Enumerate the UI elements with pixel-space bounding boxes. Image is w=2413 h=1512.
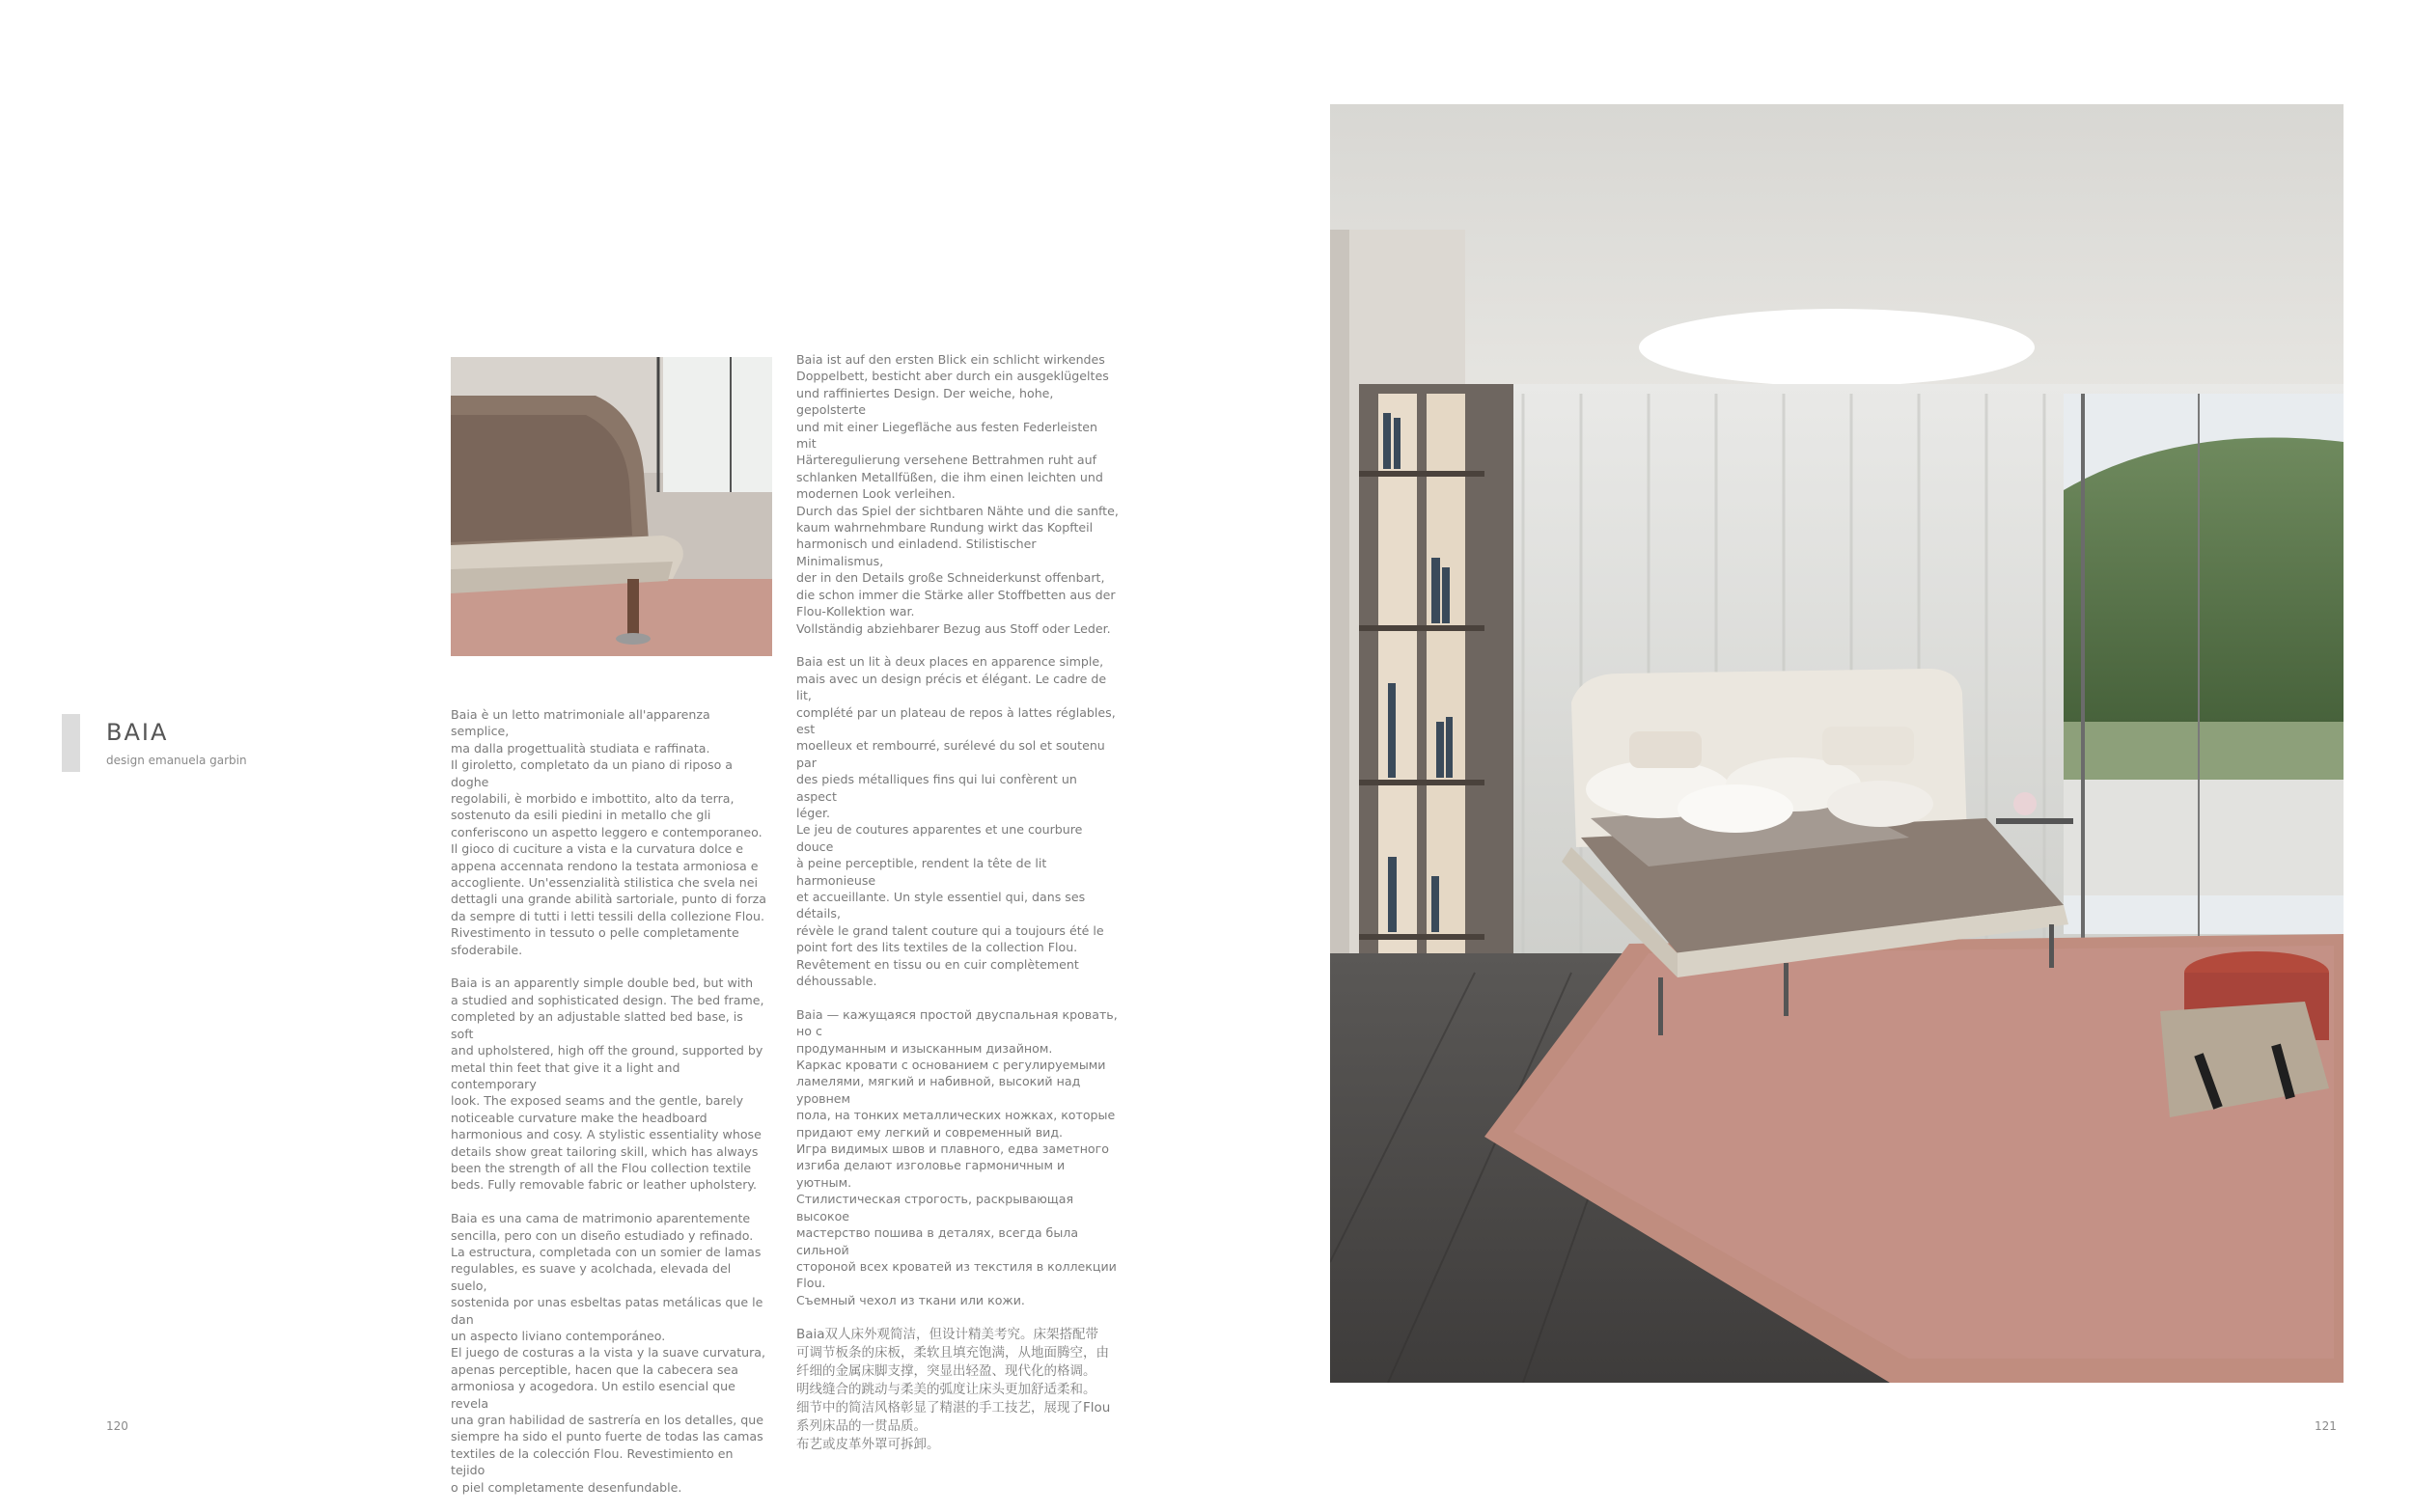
text-english: Baia is an apparently simple double bed, but with a studied and sophisticated design. The bed frame, completed by an adjustable slatted bed base, is soft and upholstered, high off the ground, supported by metal thin feet that give it a light and contemporary look. The exposed seams and the gentle, barely noticeable curvature make the headboard harmonious and cosy. A stylistic essentiality whose details show great tailoring skill, which has always been the strength of all the Flou collection textile beds. Fully removable fabric or leather upholstery. <box>451 976 764 1193</box>
text-column-right <box>796 351 1120 1471</box>
title-accent-bar <box>62 714 80 772</box>
text-russian: Baia — кажущаяся простой двуспальная кровать, но с продуманным и изысканным дизайном. Каркас кровати с основанием с регулируемыми ламелями, мягкий и набивной, высокий над уровнем пола, на тонких металлических ножках, которые придают ему легкий и современный вид. Игра видимых швов и плавного, едва заметного изгиба делают изголовье гармоничным и уютным. Стилистическая строгость, раскрывающая высокое мастерство пошива в деталях, всегда была сильной стороной всех кроватей из текстиля в коллекции Flou. Съемный чехол из ткани или кожи. <box>796 1006 1118 1307</box>
product-title: BAIA <box>106 719 169 746</box>
page-number-right: 121 <box>2315 1419 2337 1433</box>
page-number-left: 120 <box>106 1419 128 1433</box>
text-italian: Baia è un letto matrimoniale all'apparenza semplice, ma dalla progettualità studiata e raffinata. Il giroletto, completato da un piano di riposo a doghe regolabili, è morbido e imbottito, alto da terra, sostenuto da esili piedini in metallo che gli conferiscono un aspetto leggero e contemporaneo. Il gioco di cuciture a vista e la curvatura dolce e appena accennata rendono la testata armoniosa e accogliente. Un'essenzialità stilistica che svela nei dettagli una grande abilità sartoriale, punto di forza da sempre di tutti i letti tessili della collezione Flou. Rivestimento in tessuto o pelle completamente sfoderabile. <box>451 707 766 957</box>
designer-credit: design emanuela garbin <box>106 754 247 767</box>
bedroom-photo <box>1330 104 2344 1383</box>
text-column-left <box>451 706 769 1512</box>
text-french: Baia est un lit à deux places en apparence simple, mais avec un design précis et élégant. Le cadre de lit, complété par un plateau de repos à lattes réglables, est moelleux et rembourré, surélevé du sol et soutenu par des pieds métalliques fins qui lui confèrent un aspect léger. Le jeu de coutures apparentes et une courbure douce à peine perceptible, rendent la tête de lit harmonieuse et accueillante. Un style essentiel qui, dans ses détails, révèle le grand talent couture qui a toujours été le point fort des lits textiles de la collection Flou. Revêtement en tissu ou en cuir complètement déhoussable. <box>796 654 1116 989</box>
text-chinese: Baia双人床外观简洁，但设计精美考究。床架搭配带 可调节板条的床板，柔软且填充饱满，从地面腾空，由 纤细的金属床脚支撑，突显出轻盈、现代化的格调。 明线缝合的跳动与柔美的弧度让床头更加舒适柔和。 细节中的简洁风格彰显了精湛的手工技艺，展现了Flou 系列床品的一贯品质。 布艺或皮革外罩可拆卸。 <box>796 1326 1111 1452</box>
text-german: Baia ist auf den ersten Blick ein schlicht wirkendes Doppelbett, besticht aber durch ein ausgeklügeltes und raffiniertes Design. Der weiche, hohe, gepolsterte und mit einer Liegefläche aus festen Federleisten mit Härteregulierung versehene Bettrahmen ruht auf schlanken Metallfüßen, die ihm einen leichten und modernen Look verleihen. Durch das Spiel der sichtbaren Nähte und die sanfte, kaum wahrnehmbare Rundung wirkt das Kopfteil harmonisch und einladend. Stilistischer Minimalismus, der in den Details große Schneiderkunst offenbart, die schon immer die Stärke aller Stoffbetten aus der Flou-Kollektion war. Vollständig abziehbarer Bezug aus Stoff oder Leder. <box>796 352 1119 636</box>
text-spanish: Baia es una cama de matrimonio aparentemente sencilla, pero con un diseño estudiado y refinado. La estructura, completada con un somier de lamas regulables, es suave y acolchada, elevada del suelo, sostenida por unas esbeltas patas metálicas que le dan un aspecto liviano contemporáneo. El juego de costuras a la vista y la suave curvatura, apenas perceptible, hacen que la cabecera sea armoniosa y acogedora. Un estilo esencial que revela una gran habilidad de sastrería en los detalles, que siempre ha sido el punto fuerte de todas las camas textiles de la colección Flou. Revestimiento en tejido o piel completamente desenfundable. <box>451 1211 766 1495</box>
bed-detail-photo <box>451 357 772 656</box>
